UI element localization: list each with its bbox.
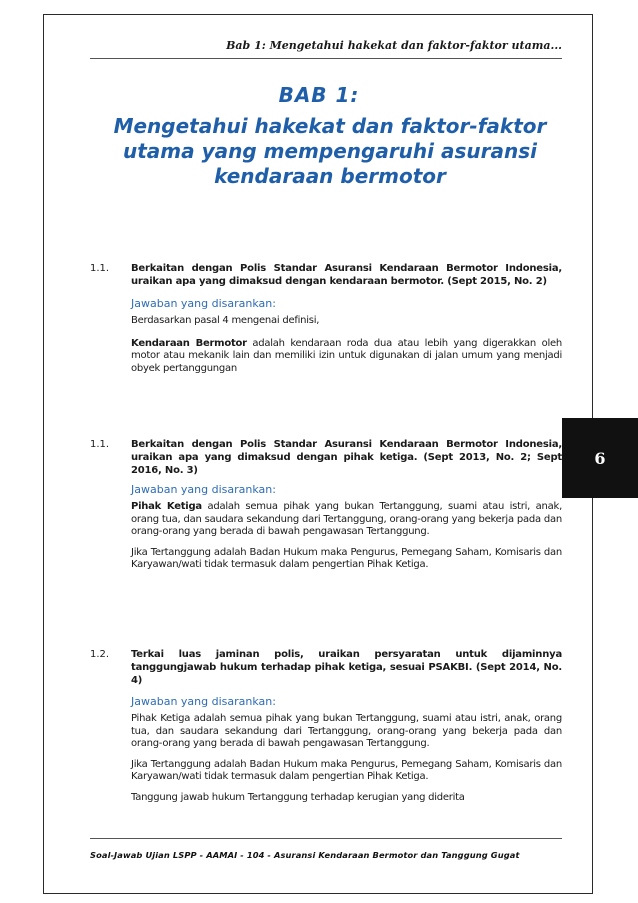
answer-paragraph: Jika Tertanggung adalah Badan Hukum maka Pengurus, Pemegang Saham, Komisaris dan Karyawan/wati tidak termasuk dalam pengertian Pihak Ketiga. [131, 546, 562, 570]
question-text: Terkai luas jaminan polis, uraikan persyaratan untuk dijaminnya tanggungjawab hukum terhadap pihak ketiga, sesuai PSAKBI. (Sept 2014, No. 4) [131, 649, 562, 686]
answer-paragraph [131, 501, 562, 539]
answer-paragraph: Jika Tertanggung adalah Badan Hukum maka Pengurus, Pemegang Saham, Komisaris dan Karyawan/wati tidak termasuk dalam pengertian Pihak Ketiga. [131, 758, 562, 782]
chapter-title: Mengetahui hakekat dan faktor-faktor utama yang mempengaruhi asuransi kendaraan bermotor [113, 114, 547, 188]
footer-text: Soal-Jawab Ujian LSPP - AAMAI - 104 - Asuransi Kendaraan Bermotor dan Tanggung Gugat [90, 850, 520, 860]
question-number: 1.2. [90, 649, 110, 660]
footer-rule [90, 838, 562, 839]
answer-paragraph: Pihak Ketiga adalah semua pihak yang bukan Tertanggung, suami atau istri, anak, orang tua, dan saudara sekandung dari Tertanggung, orang-orang yang bekerja pada dan orang-orang yang berada di bawah pengawasan Tertanggung. [131, 713, 562, 749]
question-text: Berkaitan dengan Polis Standar Asuransi Kendaraan Bermotor Indonesia, uraikan apa yang dimaksud dengan kendaraan bermotor. (Sept 2015, No. 2) [131, 263, 562, 287]
running-header: Bab 1: Mengetahui hakekat dan faktor-faktor utama... [226, 39, 562, 52]
question-number: 1.1. [90, 439, 110, 450]
header-rule [90, 58, 562, 59]
answer-paragraph: Tanggung jawab hukum Tertanggung terhadap kerugian yang diderita [131, 791, 465, 803]
page-number: 6 [594, 448, 606, 468]
answer-label: Jawaban yang disarankan: [131, 483, 276, 496]
answer-label: Jawaban yang disarankan: [131, 695, 276, 708]
question-number: 1.1. [90, 263, 110, 274]
question-block [90, 262, 562, 375]
definition-text: adalah semua pihak yang bukan Tertanggung, suami atau istri, anak, orang tua, dan saudara sekandung dari Tertanggung, orang-orang yang bekerja pada dan orang-orang yang berada di bawah pengawasan Tertanggung. [131, 501, 562, 537]
answer-paragraph: Berdasarkan pasal 4 mengenai definisi, [131, 315, 320, 326]
question-text: Berkaitan dengan Polis Standar Asuransi Kendaraan Bermotor Indonesia, uraikan apa yang dimaksud dengan pihak ketiga. (Sept 2013, No. 2; Sept 2016, No. 3) [131, 439, 562, 476]
chapter-label: BAB 1: [278, 83, 360, 107]
question-block [90, 438, 562, 572]
defined-term: Pihak Ketiga [131, 501, 202, 512]
question-block [90, 648, 562, 804]
defined-term: Kendaraan Bermotor [131, 337, 247, 349]
page-number-tab [562, 418, 638, 498]
answer-label: Jawaban yang disarankan: [131, 297, 276, 310]
answer-paragraph [131, 338, 562, 376]
definition-text: adalah kendaraan roda dua atau lebih yang digerakkan oleh motor atau mekanik lain dan memiliki izin untuk digunakan di jalan umum yang menjadi obyek pertanggungan [131, 337, 562, 374]
